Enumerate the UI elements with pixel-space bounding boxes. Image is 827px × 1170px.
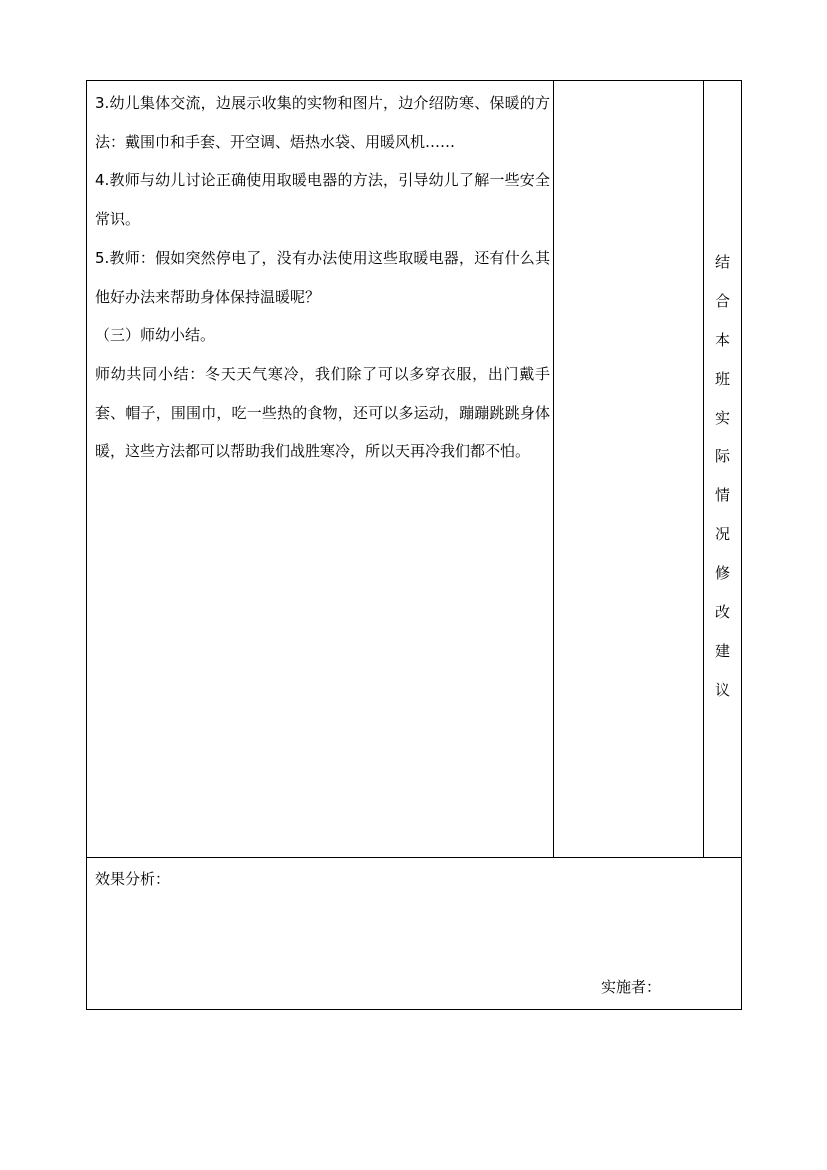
table-border-right xyxy=(741,80,742,1010)
label-char: 实 xyxy=(714,408,730,427)
effect-analysis-label: 效果分析： xyxy=(95,870,171,888)
label-char: 际 xyxy=(714,447,730,466)
column-divider-1 xyxy=(553,80,554,858)
label-char: 本 xyxy=(714,330,730,349)
label-char: 合 xyxy=(714,291,730,310)
label-char: 况 xyxy=(714,525,730,544)
row-divider xyxy=(86,857,742,858)
activity-procedure-text xyxy=(95,84,550,471)
label-char: 修 xyxy=(714,564,730,583)
paragraph-step-3: 3.幼儿集体交流，边展示收集的实物和图片，边介绍防寒、保暖的方法：戴围巾和手套、开空调、焐热水袋、用暖风机…… xyxy=(95,94,550,151)
label-char: 建 xyxy=(714,641,730,660)
label-char: 班 xyxy=(714,369,730,388)
label-char: 情 xyxy=(714,486,730,505)
revision-suggestion-label xyxy=(704,243,741,718)
label-char: 改 xyxy=(714,603,730,622)
table-border-bottom xyxy=(86,1009,742,1010)
implementer-label: 实施者： xyxy=(601,978,662,996)
paragraph-section-summary-heading: （三）师幼小结。 xyxy=(95,326,216,345)
paragraph-summary: 师幼共同小结：冬天天气寒冷，我们除了可以多穿衣服，出门戴手套、帽子，围围巾，吃一些热的食物，还可以多运动，蹦蹦跳跳身体暖，这些方法都可以帮助我们战胜寒冷，所以天再冷我们都不怕。 xyxy=(95,364,550,461)
table-border-left xyxy=(86,80,87,1010)
paragraph-step-5: 5.教师：假如突然停电了，没有办法使用这些取暖电器，还有什么其他好办法来帮助身体保持温暖呢？ xyxy=(95,248,550,306)
label-char: 议 xyxy=(714,680,730,699)
label-char: 结 xyxy=(714,253,730,271)
paragraph-step-4: 4.教师与幼儿讨论正确使用取暖电器的方法，引导幼儿了解一些安全常识。 xyxy=(95,171,550,229)
table-border-top xyxy=(86,80,742,81)
